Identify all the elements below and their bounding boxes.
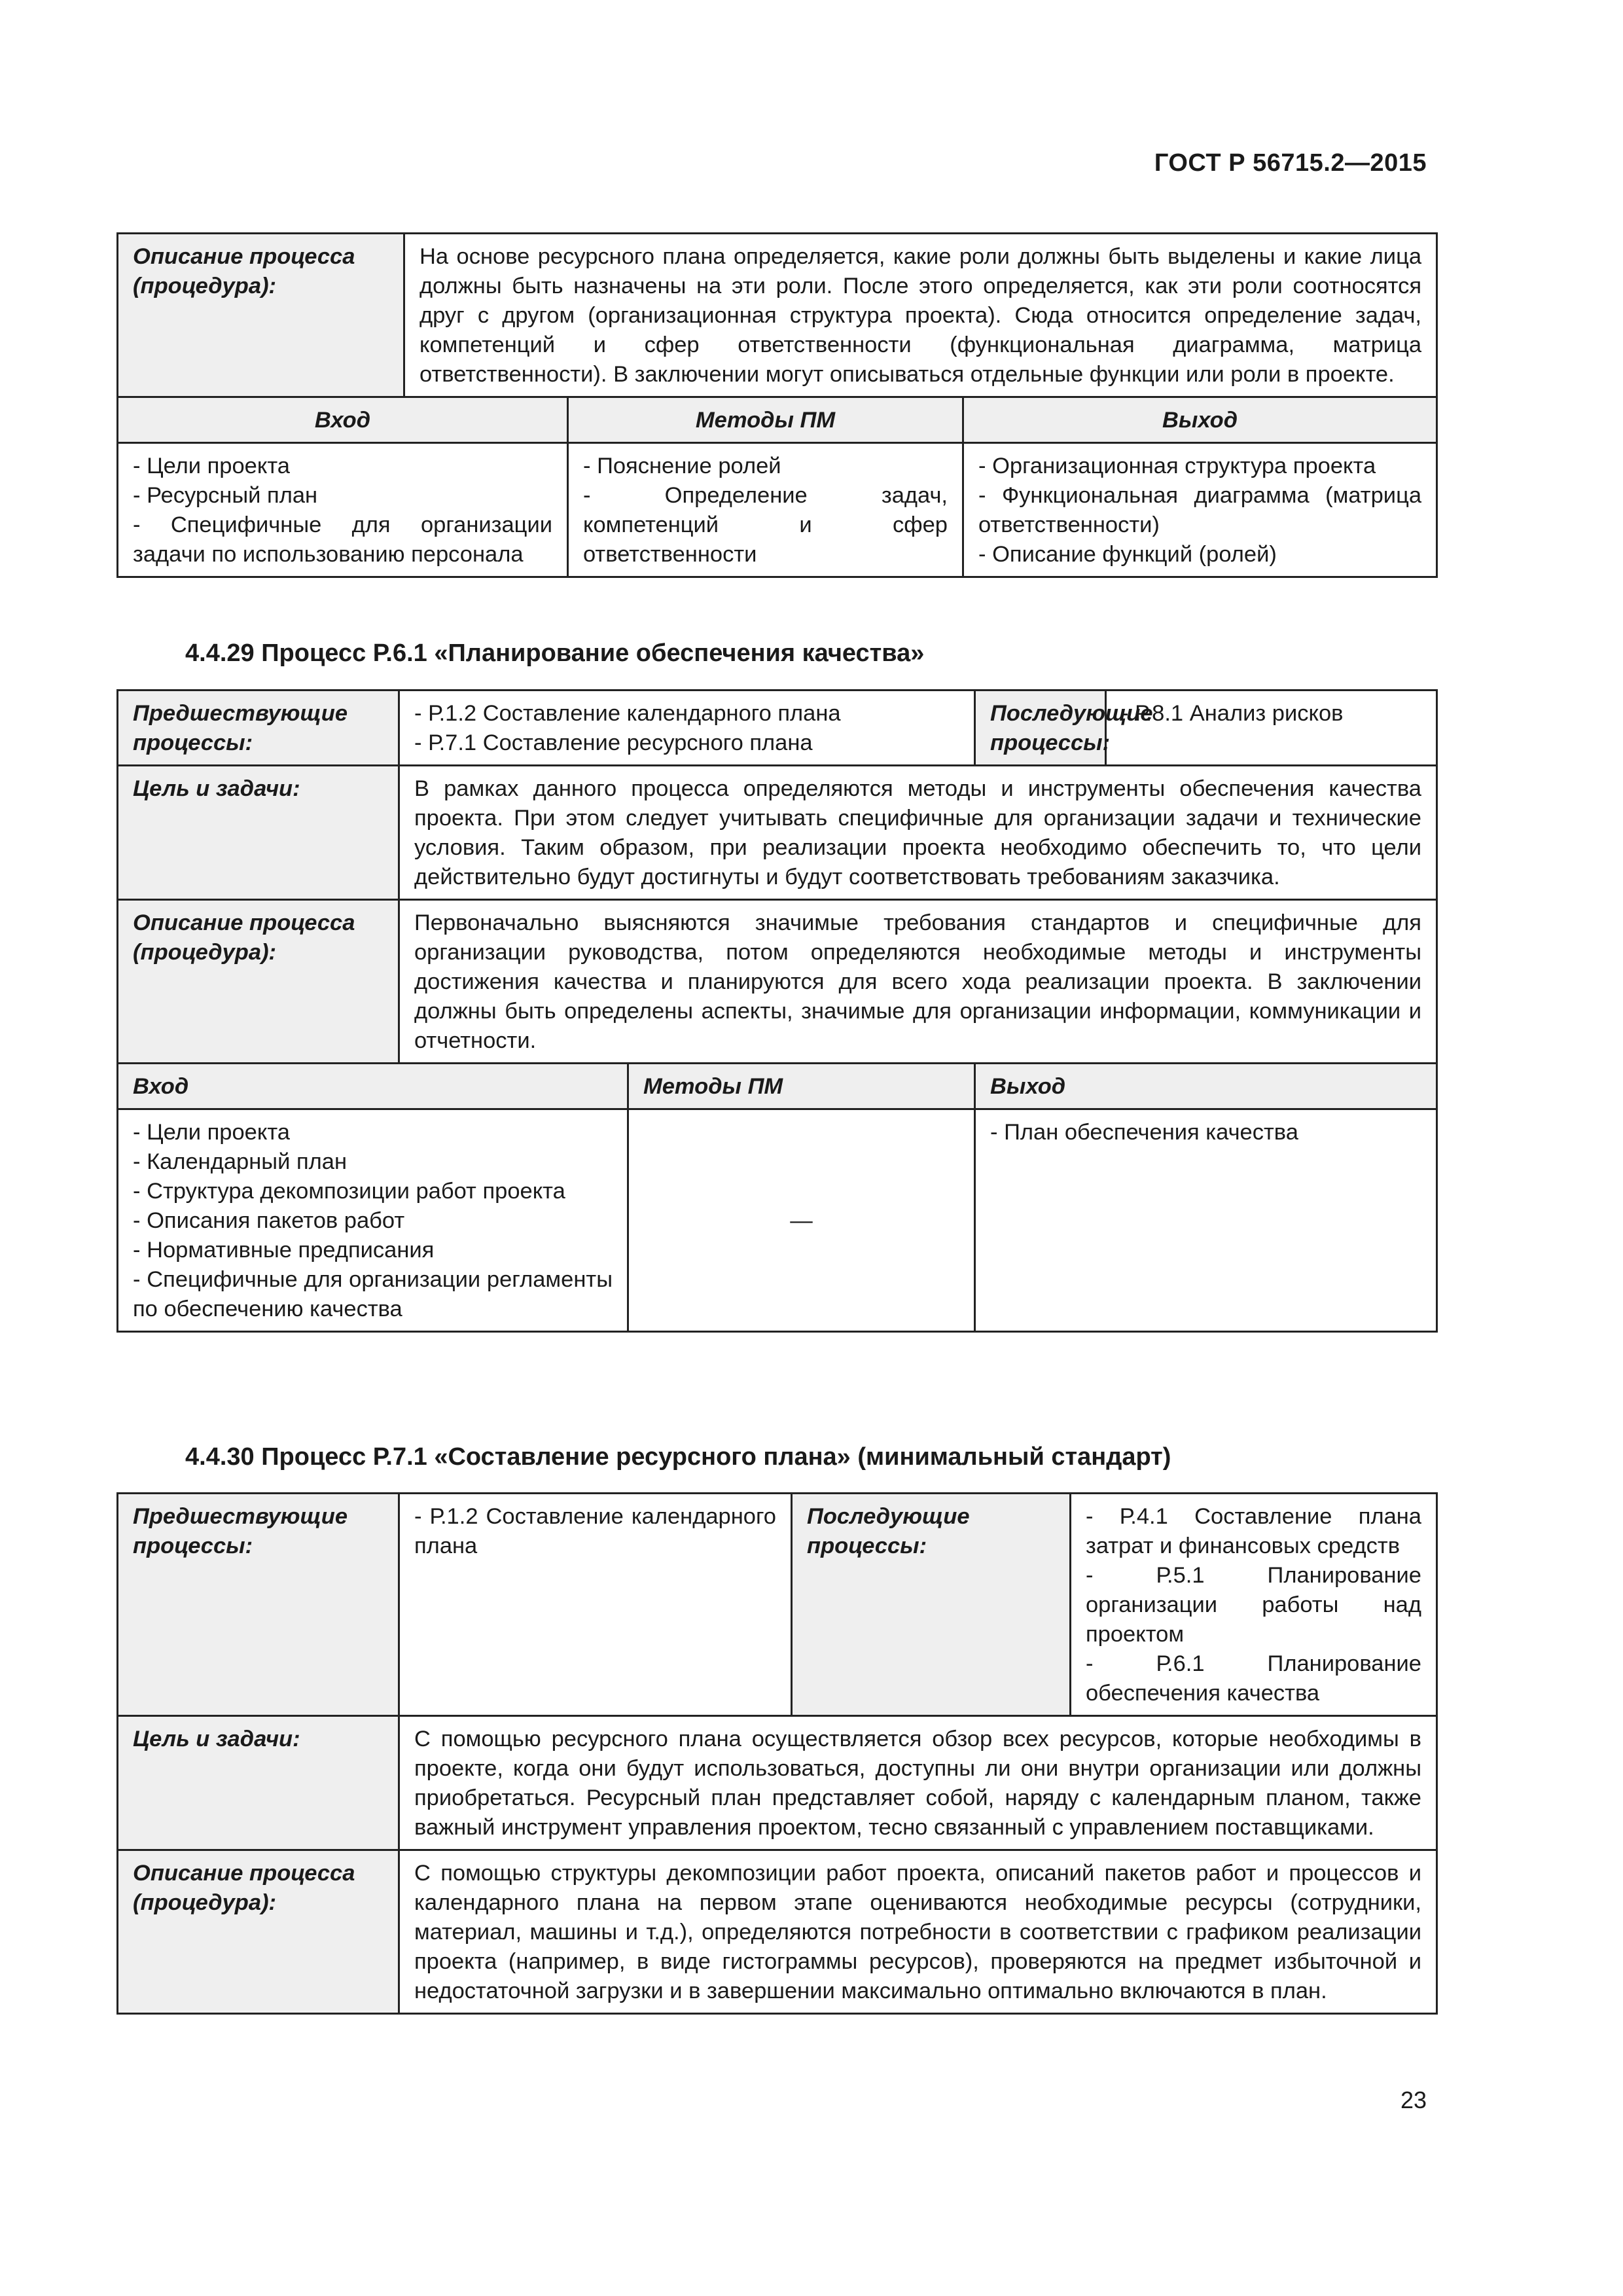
prev-items <box>399 691 975 766</box>
list-item: - Определение задач, компетенций и сфер ответственности <box>583 483 948 567</box>
goal-text: С помощью ресурсного плана осуществляется обзор всех ресурсов, которые необходимы в проекте, когда они будут использоваться, доступны ли они внутри организации или должны приобретаться. Ресурсный план представляет собой, наряду с календарным планом, также важный инструмент управления проектом, тесно связанный с управлением поставщиками. <box>399 1716 1437 1850</box>
prev-items <box>399 1494 792 1716</box>
prev-label: Предшествующие процессы: <box>118 1494 399 1716</box>
list-item: - Описание функций (ролей) <box>978 542 1277 567</box>
list-item: - Р.1.2 Составление календарного плана <box>414 701 841 726</box>
header-input: Вход <box>118 397 568 443</box>
list-item: - Календарный план <box>133 1149 347 1174</box>
next-label: Последующие процессы: <box>975 691 1106 766</box>
outputs-cell <box>975 1109 1437 1332</box>
page-number: 23 <box>1400 2087 1427 2113</box>
process-table-p61 <box>116 689 1438 1333</box>
desc-label: Описание процесса (процедура): <box>118 900 399 1064</box>
process-table-continued <box>116 232 1438 578</box>
list-item: - Пояснение ролей <box>583 454 781 478</box>
header-output: Выход <box>963 397 1437 443</box>
desc-text: Первоначально выясняются значимые требования стандартов и специфичные для организации руководства, потом определяются необходимые методы и инструменты достижения качества и планируются для всего хода реализации проекта. В заключении должны быть определены аспекты, значимые для организации информации, коммуникации и отчетности. <box>399 900 1437 1064</box>
header-input: Вход <box>118 1064 628 1109</box>
document-header: ГОСТ Р 56715.2—2015 <box>1154 149 1427 177</box>
header-output: Выход <box>975 1064 1437 1109</box>
list-item: - Ресурсный план <box>133 483 318 508</box>
outputs-cell <box>963 443 1437 577</box>
list-item: - Специфичные для организации задачи по использованию персонала <box>133 512 552 567</box>
next-items <box>1106 691 1437 766</box>
desc-text: На основе ресурсного плана определяется, какие роли должны быть выделены и какие лица должны быть назначены на эти роли. После этого определяется, как эти роли соотносятся друг с другом (организационная структура проекта). Сюда относится определение задач, компетенций и сфер ответственности (функциональная диаграмма, матрица ответственности). В заключении могут описываться отдельные функции или роли в проекте. <box>404 234 1437 397</box>
list-item: - Р.8.1 Анализ рисков <box>1121 701 1344 726</box>
list-item: - Р.6.1 Планирование обеспечения качества <box>1086 1651 1421 1706</box>
desc-label: Описание процесса (процедура): <box>118 1850 399 2014</box>
list-item: - Р.7.1 Составление ресурсного плана <box>414 730 813 755</box>
next-label: Последующие процессы: <box>792 1494 1071 1716</box>
next-items <box>1071 1494 1437 1716</box>
desc-text: С помощью структуры декомпозиции работ проекта, описаний пакетов работ и процессов и календарного плана на первом этапе оцениваются необходимые ресурсы (сотрудники, материал, машины и т.д.), определяются потребности в соответствии с графиком реализации проекта (например, в виде гистограммы ресурсов), проверяются на предмет избыточной и недостаточной загрузки и в завершении максимально оптимально включаются в план. <box>399 1850 1437 2014</box>
section-title-4-4-30: 4.4.30 Процесс Р.7.1 «Составление ресурсного плана» (минимальный стандарт) <box>185 1443 1171 1471</box>
list-item: - Р.5.1 Планирование организации работы над проектом <box>1086 1563 1421 1647</box>
list-item: - Нормативные предписания <box>133 1238 435 1263</box>
prev-label: Предшествующие процессы: <box>118 691 399 766</box>
process-table-p71 <box>116 1492 1438 2015</box>
header-methods: Методы ПМ <box>568 397 963 443</box>
desc-label: Описание процесса (процедура): <box>118 234 404 397</box>
list-item: - Функциональная диаграмма (матрица ответственности) <box>978 483 1422 537</box>
list-item: - План обеспечения качества <box>990 1120 1298 1145</box>
inputs-cell <box>118 1109 628 1332</box>
list-item: - Цели проекта <box>133 1120 290 1145</box>
list-item: - Р.4.1 Составление плана затрат и финансовых средств <box>1086 1504 1421 1558</box>
list-item: - Специфичные для организации регламенты по обеспечению качества <box>133 1267 613 1321</box>
header-methods: Методы ПМ <box>628 1064 975 1109</box>
list-item: - Цели проекта <box>133 454 290 478</box>
inputs-cell <box>118 443 568 577</box>
goal-text: В рамках данного процесса определяются методы и инструменты обеспечения качества проекта. При этом следует учитывать специфичные для организации задачи и технические условия. Таким образом, при реализации проекта необходимо обеспечить то, что цели действительно будут достигнуты и будут соответствовать требованиям заказчика. <box>399 766 1437 900</box>
goal-label: Цель и задачи: <box>118 1716 399 1850</box>
methods-cell: — <box>628 1109 975 1332</box>
section-title-4-4-29: 4.4.29 Процесс Р.6.1 «Планирование обеспечения качества» <box>185 639 925 667</box>
list-item: - Организационная структура проекта <box>978 454 1376 478</box>
list-item: - Описания пакетов работ <box>133 1208 405 1233</box>
methods-cell <box>568 443 963 577</box>
goal-label: Цель и задачи: <box>118 766 399 900</box>
list-item: - Р.1.2 Составление календарного плана <box>414 1504 776 1558</box>
list-item: - Структура декомпозиции работ проекта <box>133 1179 565 1204</box>
